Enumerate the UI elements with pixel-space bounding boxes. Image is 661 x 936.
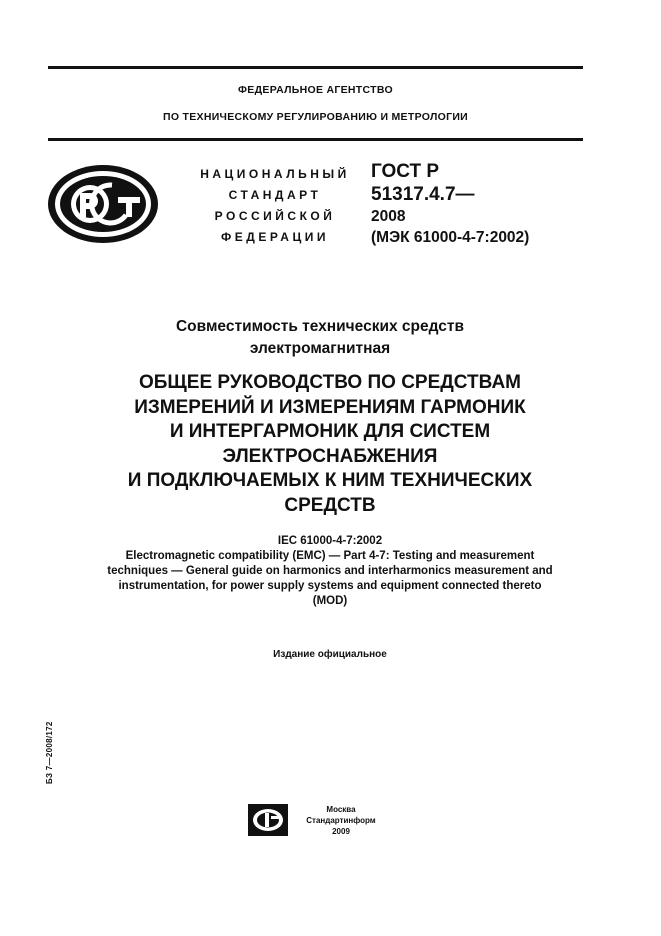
gost-year: 2008	[371, 208, 406, 225]
title-line: СРЕДСТВ	[284, 494, 376, 516]
national-line: РОССИЙСКОЙ	[214, 209, 336, 223]
publisher-name: Стандартинформ	[306, 816, 376, 825]
iec-line: Electromagnetic compatibility (EMC) — Part 4-7: Testing and measurement	[125, 550, 535, 562]
standard-designation	[371, 160, 529, 248]
national-line: СТАНДАРТ	[228, 188, 322, 202]
national-line: НАЦИОНАЛЬНЫЙ	[200, 167, 350, 181]
iec-line: IEC 61000-4-7:2002	[277, 535, 383, 547]
subtitle-line: Совместимость технических средств	[175, 318, 465, 335]
document-title	[40, 371, 620, 518]
publisher-city: Москва	[326, 805, 356, 814]
gost-number: 51317.4.7—	[371, 184, 475, 205]
national-line: ФЕДЕРАЦИИ	[221, 230, 329, 244]
standartinform-logo-icon	[248, 804, 288, 836]
gost-r-emblem-icon	[46, 163, 160, 245]
iec-equivalent: (МЭК 61000-4-7:2002)	[371, 229, 530, 246]
header-divider	[48, 138, 583, 141]
title-line: ЭЛЕКТРОСНАБЖЕНИЯ	[222, 445, 438, 467]
agency-line-2: ПО ТЕХНИЧЕСКОМУ РЕГУЛИРОВАНИЮ И МЕТРОЛОГИИ	[162, 111, 469, 123]
agency-line-1: ФЕДЕРАЛЬНОЕ АГЕНТСТВО	[238, 84, 393, 96]
subtitle-line: электромагнитная	[249, 340, 391, 357]
iec-line: instrumentation, for power supply systems and equipment connected thereto	[118, 580, 542, 592]
iec-line: (MOD)	[312, 595, 348, 607]
edition-label: Издание официальное	[273, 649, 387, 660]
title-line: И ПОДКЛЮЧАЕМЫХ К НИМ ТЕХНИЧЕСКИХ	[127, 470, 533, 491]
title-line: И ИНТЕРГАРМОНИК ДЛЯ СИСТЕМ	[169, 421, 491, 442]
publisher-info	[296, 804, 386, 837]
title-line: ИЗМЕРЕНИЙ И ИЗМЕРЕНИЯМ ГАРМОНИК	[134, 396, 526, 418]
top-rule	[48, 66, 583, 69]
title-line: ОБЩЕЕ РУКОВОДСТВО ПО СРЕДСТВАМ	[138, 372, 521, 393]
document-subtitle	[60, 316, 580, 360]
gost-prefix: ГОСТ Р	[371, 161, 440, 182]
iec-line: techniques — General guide on harmonics and interharmonics measurement and	[107, 565, 553, 577]
national-standard-label	[185, 164, 365, 248]
side-code: БЗ 7—2008/172	[45, 721, 54, 784]
iec-reference	[40, 534, 620, 609]
publisher-year: 2009	[332, 827, 350, 836]
